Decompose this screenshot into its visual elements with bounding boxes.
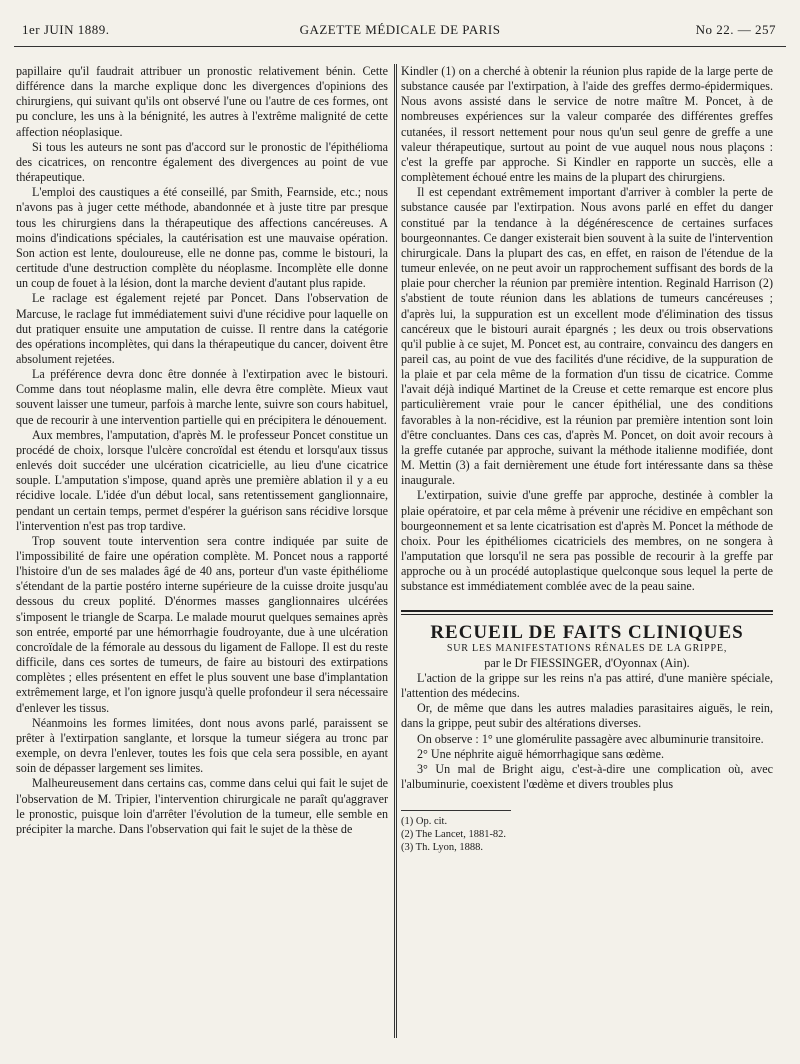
journal-title: GAZETTE MÉDICALE DE PARIS bbox=[299, 22, 501, 37]
paragraph: Le raclage est également rejeté par Poncet. Dans l'observation de Marcuse, le raclage fut immédiatement suivi d'une récidive pour laquelle on dut pratiquer ensuite une amputation de cuisse. Il rentre dans la catégorie des opérations incomplètes, qui dans la thérapeutique du cancer, doivent être absolument rejetées. bbox=[16, 291, 388, 366]
paragraph: Il est cependant extrêmement important d'arriver à combler la perte de substance causée par l'extirpation. Nous avons parlé en effet du danger constitué par la tendance à la dégénérescence de certaines surfaces bourgeonnantes. Ce danger existerait bien souvent à la suite de l'intervention chirurgicale. Dans la plupart des cas, en effet, en raison de l'étendue de la tumeur enlevée, on ne peut avoir un rapprochement suffisant des bords de la plaie pour chercher la réunion par première intention. Reginald Harrison (2) s'abstient de toute réunion dans les ablations de tumeurs cancéreuses ; d'après lui, la suppuration est un excellent mode d'élimination des tissus cancéreux que le bistouri aurait épargnés ; les deux ou trois observations qu'il publie à ce sujet, M. Poncet est, au contraire, convaincu des dangers en pareil cas, au point de vue des facilités d'une récidive, de la suppuration de la plaie et par cela même de la formation d'un tissu de cicatrice. Comme l'avait déjà indiqué Martinet de la Creuse et cette remarque est encore plus particulièrement vraie pour le cancer épithélial, une des conditions favorables à la non-récidive, est la réunion par première intention sont loin d'être concluantes. Dans ces cas, d'après M. Poncet, on doit avoir recours à la greffe cutanée par approche, suivant la méthode italienne modifiée, dont M. Mettin (3) a fait dernièrement une étude fort intéressante dans sa thèse inaugurale. bbox=[401, 185, 773, 488]
right-column bbox=[401, 64, 773, 854]
left-column bbox=[16, 64, 388, 837]
paragraph: Aux membres, l'amputation, d'après M. le professeur Poncet constitue un procédé de choix, lorsque l'ulcère concroïdal est étendu et lorsqu'aux tissus enlevés doit succéder une ulcération cicatricielle, au lieu d'une cicatrice souple. L'amputation s'impose, quand après une première ablation il y a eu récidive locale. L'idée d'un début local, sans retentissement ganglionnaire, pendant un certain temps, permet d'espérer la guérison sans récidive lorsque l'intervention n'est pas trop tardive. bbox=[16, 427, 388, 533]
paragraph: Kindler (1) on a cherché à obtenir la réunion plus rapide de la large perte de substance causée par l'extirpation, à l'aide des greffes dermo-épidermiques. Nous avons assisté dans le service de notre maître M. Poncet, à de nombreuses expériences sur la valeur comparée des différentes greffes cutanées, il ressort nettement pour nous qu'un seul genre de greffe a une valeur thérapeutique, surtout au point de vue auquel nous nous plaçons : c'est la greffe par approche. Si Kindler en rapporte un succès, elle a complètement échoué entre les mains de la plupart des chirurgiens. bbox=[401, 64, 773, 185]
section-author: par le Dr FIESSINGER, d'Oyonnax (Ain). bbox=[484, 655, 690, 670]
paragraph: Si tous les auteurs ne sont pas d'accord sur le pronostic de l'épithélioma des cicatrices, on rencontre également des divergences au point de vue thérapeutique. bbox=[16, 139, 388, 185]
paragraph: L'action de la grippe sur les reins n'a pas attiré, d'une manière spéciale, l'attention des médecins. bbox=[401, 670, 773, 701]
paragraph: Malheureusement dans certains cas, comme dans celui qui fait le sujet de l'observation de M. Tripier, l'intervention chirurgicale ne paraît qu'aggraver le pronostic, puisque loin d'arrêter l'évolution de la tumeur, elle semble en précipiter la marche. Dans l'observation qui fait le sujet de la thèse de bbox=[16, 776, 388, 836]
issue-page-number: No 22. — 257 bbox=[695, 22, 776, 37]
footnote: (1) Op. cit. bbox=[401, 816, 448, 828]
paragraph: 3° Un mal de Bright aigu, c'est-à-dire une complication où, avec l'albuminurie, coexistent l'œdème et divers troubles plus bbox=[401, 761, 773, 792]
section-divider bbox=[401, 610, 773, 615]
paragraph: L'extirpation, suivie d'une greffe par approche, destinée à combler la plaie opératoire, et par cela même à prévenir une récidive en empêchant son bourgeonnement et sa lente cicatrisation est d'après M. Poncet la méthode de choix. Pour les épithéliomes cicatriciels des membres, on ne songera à l'amputation que lorsqu'il ne sera pas possible de recourir à la greffe par approche ou à un procédé autoplastique quelconque sous lequel la perte de substance est immédiatement comblée avec de la peau saine. bbox=[401, 488, 773, 594]
paragraph: 2° Une néphrite aiguë hémorrhagique sans œdème. bbox=[417, 746, 664, 761]
section-title: RECUEIL DE FAITS CLINIQUES bbox=[430, 622, 744, 644]
paragraph: La préférence devra donc être donnée à l'extirpation avec le bistouri. Comme dans tout néoplasme malin, elle devra être complète. Mieux vaut souvent laisser une tumeur, parfois à marche lente, suivre son cours habituel, que de recourir à une intervention partielle qui en précipitera le dénouement. bbox=[16, 367, 388, 427]
paragraph: papillaire qu'il faudrait attribuer un pronostic relativement bénin. Cette différence dans la marche explique donc les divergences d'opinions des chirurgiens, qui suivant qu'ils ont observé l'une ou l'autre de ces formes, ont pu conclure, les uns à la bénignité, les autres à l'extrême malignité de cette affection néoplasique. bbox=[16, 64, 388, 139]
paragraph: On observe : 1° une glomérulite passagère avec albuminurie transitoire. bbox=[417, 731, 764, 746]
paragraph: Trop souvent toute intervention sera contre indiquée par suite de l'impossibilité de faire une opération complète. M. Poncet nous a rapporté l'histoire d'un de ses malades âgé de 40 ans, porteur d'un vaste épithéliome s'étendant de la partie postéro interne supérieure de la cuisse droite jusqu'au dessous du creux poplité. D'énormes masses ganglionnaires ulcérées s'imposent le triangle de Scarpa. Le malade mourut quelques semaines après son entrée, emporté par une hémorrhagie foudroyante, due à une ulcération concroïdale de la fémorale au dessous du ligament de Fallope. Il est du reste difficile, dans ces sortes de tumeurs, de faire au bistouri des extirpations complètes ; elles présentent en effet le plus souvent une base d'implantation extrêmement large, et l'on ignore jusqu'à quelle profondeur il sera nécessaire d'enlever les tissus. bbox=[16, 533, 388, 715]
page-header bbox=[16, 22, 784, 44]
footnote-rule bbox=[401, 810, 511, 811]
footnote: (3) Th. Lyon, 1888. bbox=[401, 842, 484, 854]
header-rule bbox=[14, 46, 786, 47]
paragraph: Or, de même que dans les autres maladies parasitaires aiguës, le rein, dans la grippe, peut subir des altérations diverses. bbox=[401, 701, 773, 731]
section-subtitle: SUR LES MANIFESTATIONS RÉNALES DE LA GRIPPE, bbox=[446, 642, 728, 654]
issue-date: 1er JUIN 1889. bbox=[22, 22, 110, 37]
column-divider bbox=[394, 64, 397, 1038]
footnote: (2) The Lancet, 1881-82. bbox=[401, 829, 507, 841]
paragraph: L'emploi des caustiques a été conseillé, par Smith, Fearnside, etc.; nous n'avons pas à juger cette méthode, abandonnée et à juste titre par presque tous les chirurgiens dans la thérapeutique des affections cancéreuses. A moins d'indications spéciales, la cautérisation est une mauvaise opération. Son action est lente, douloureuse, elle ne donne pas, comme le bistouri, la certitude d'une destruction complète du néoplasme. Incomplète elle donne un coup de fouet à la lésion, dont la marche devient d'autant plus rapide. bbox=[16, 185, 388, 291]
paragraph: Néanmoins les formes limitées, dont nous avons parlé, paraissent se prêter à l'extirpation sanglante, et lorsque la tumeur siégera au tronc par exemple, on devra l'enlever, toutes les fois que cela sera possible, en ayant soin de dépasser largement ses limites. bbox=[16, 715, 388, 776]
